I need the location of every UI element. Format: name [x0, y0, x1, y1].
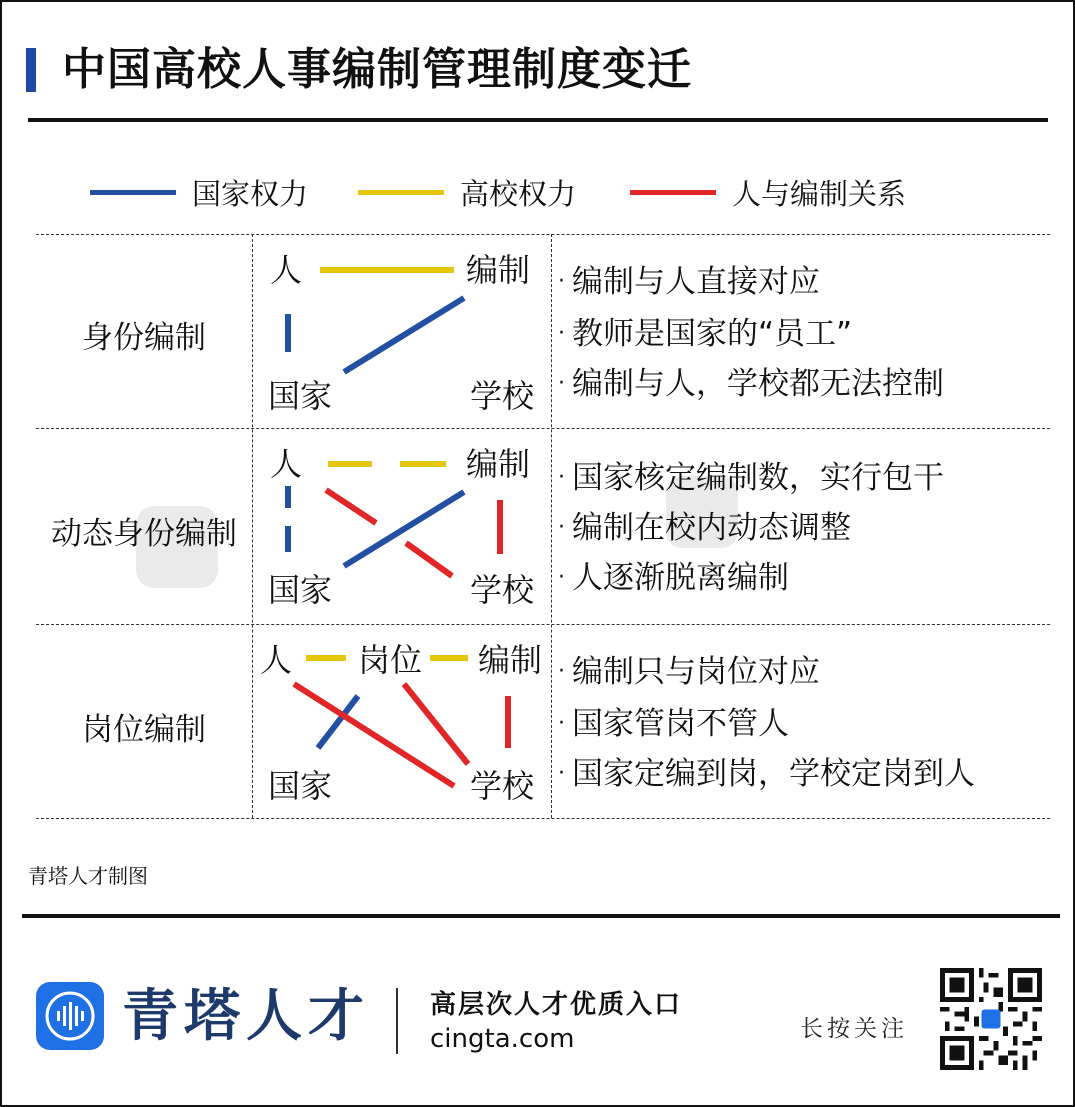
note-item: · 编制在校内动态调整 — [558, 510, 851, 546]
brand-website[interactable]: cingta.com — [430, 1024, 575, 1054]
node-school: 学校 — [470, 377, 535, 415]
footer-rule — [22, 914, 1060, 918]
link-state-quota-national — [344, 298, 464, 372]
node-person: 人 — [270, 251, 303, 289]
link-post-school-relation — [404, 684, 468, 764]
brand-name: 青塔人才 — [122, 983, 370, 1049]
legend-label: 高校权力 — [460, 176, 577, 211]
node-state: 国家 — [268, 767, 333, 805]
row-label-identity-quota: 身份编制 — [82, 320, 206, 356]
note-item: · 编制只与岗位对应 — [558, 654, 820, 690]
link-person-school-relation — [326, 490, 376, 523]
node-quota: 编制 — [466, 251, 531, 289]
note-item: · 教师是国家的“员工” — [558, 316, 853, 352]
credit-text: 青塔人才制图 — [28, 864, 148, 888]
link-state-quota-national — [344, 492, 464, 566]
node-state: 国家 — [268, 377, 333, 415]
note-item: · 国家定编到岗，学校定岗到人 — [558, 756, 975, 792]
note-item: · 编制与人直接对应 — [558, 264, 820, 300]
node-school: 学校 — [470, 571, 535, 609]
node-school: 学校 — [470, 767, 535, 805]
note-item: · 编制与人，学校都无法控制 — [558, 366, 944, 402]
soundwave-icon — [36, 982, 104, 1050]
qr-code[interactable] — [940, 968, 1042, 1070]
page-title: 中国高校人事编制管理制度变迁 — [62, 44, 692, 95]
brand-slogan: 高层次人才优质入口 — [430, 990, 683, 1020]
brand-logo-icon — [36, 982, 104, 1050]
node-quota: 编制 — [478, 641, 543, 679]
node-post: 岗位 — [358, 641, 423, 679]
legend-label: 国家权力 — [192, 176, 309, 211]
note-item: · 人逐渐脱离编制 — [558, 560, 789, 596]
node-state: 国家 — [268, 571, 333, 609]
follow-prompt: 长按关注 — [800, 1016, 908, 1042]
note-item: · 国家管岗不管人 — [558, 706, 789, 742]
link-person-school-relation — [406, 543, 452, 576]
node-quota: 编制 — [466, 445, 531, 483]
legend-label: 人与编制关系 — [732, 176, 907, 211]
row-label-dynamic-quota: 动态身份编制 — [51, 516, 237, 552]
row-label-post-quota: 岗位编制 — [82, 712, 206, 748]
relation-diagram — [2, 2, 1073, 1105]
node-person: 人 — [270, 445, 303, 483]
node-person: 人 — [260, 641, 293, 679]
footer-divider — [396, 988, 398, 1054]
note-item: · 国家核定编制数，实行包干 — [558, 460, 944, 496]
